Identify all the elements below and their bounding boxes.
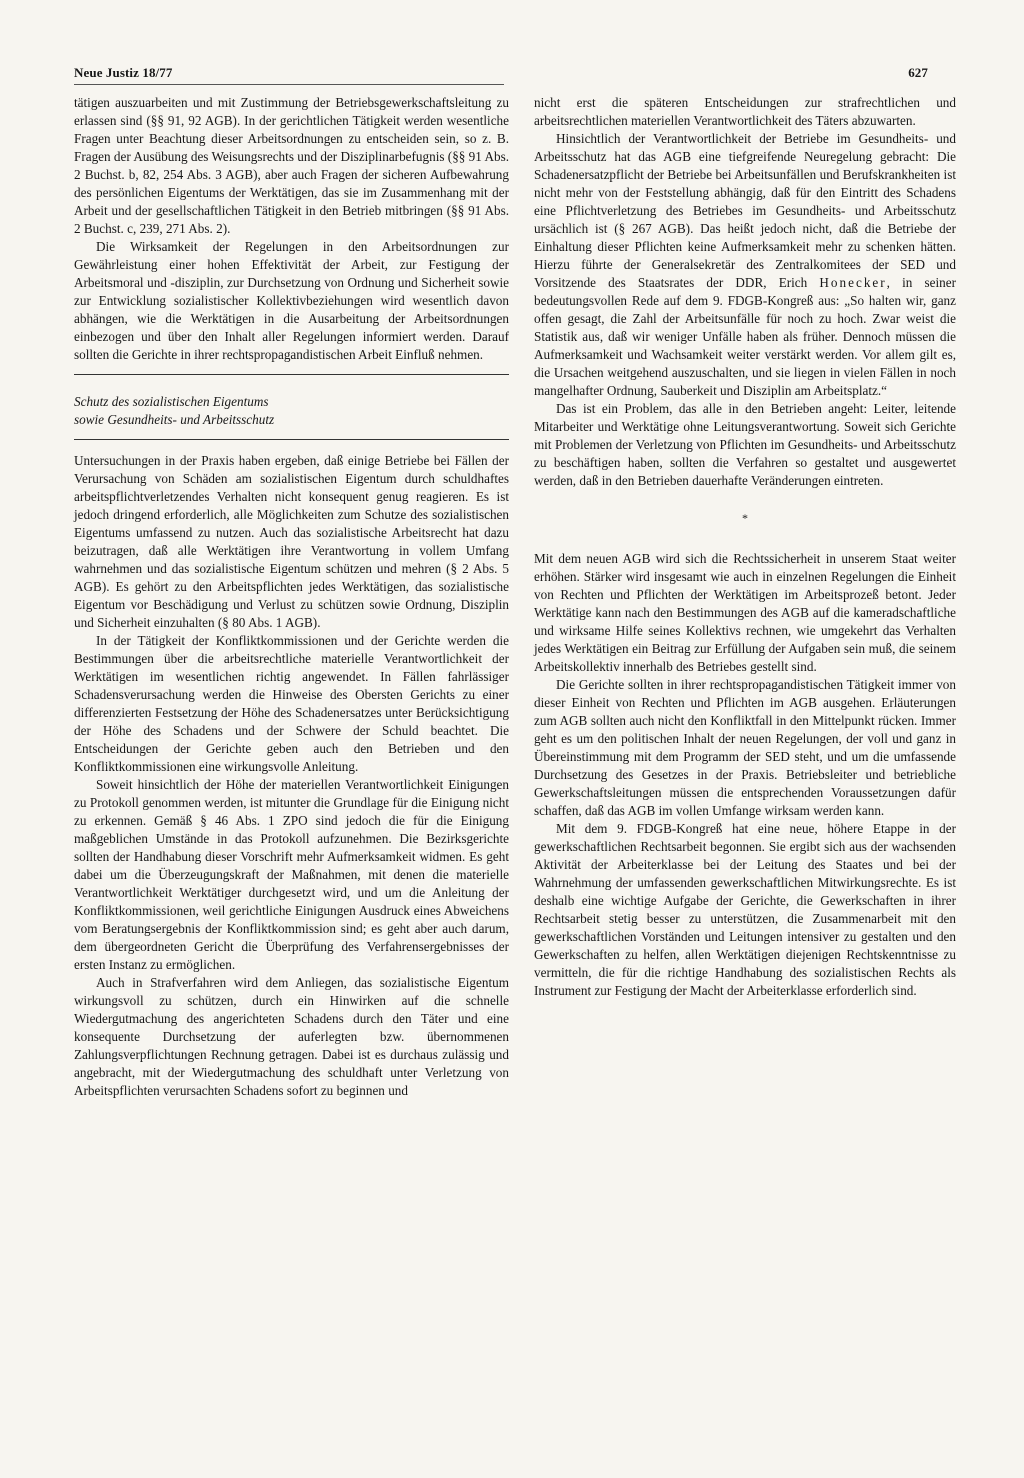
section-divider-top: [74, 374, 509, 383]
section-heading: [74, 393, 509, 429]
section-heading-line-1: Schutz des sozialistischen Eigentums: [74, 394, 269, 409]
section-divider-bottom: [74, 439, 509, 440]
section-heading-line-2: sowie Gesundheits- und Arbeitsschutz: [74, 412, 275, 427]
left-paragraph-2: Die Wirksamkeit der Regelungen in den Arbeitsordnungen zur Gewährleistung einer hohen Effektivität der Arbeit, zur Festigung der Arbeitsmoral und -disziplin, zur Durchsetzung von Ordnung und Sicherheit sowie zur Entwicklung sozialistischer Kollektivbeziehungen wird wesentlich davon abhängen, wie die Werktätigen in die Ausarbeitung der Arbeitsordnungen einbezogen und über den Inhalt aller Regelungen informiert werden. Darauf sollten die Gerichte in ihrer rechtspropagandistischen Arbeit Einfluß nehmen.: [74, 239, 509, 362]
page-number: 627: [908, 65, 928, 80]
left-paragraph-6: Auch in Strafverfahren wird dem Anliegen, das sozialistische Eigentum wirkungsvoll zu schützen, durch ein Hinwirken auf die schnelle Wiedergutmachung des angerichteten Schadens durch den Täter und eine konsequente Durchsetzung der auferlegten bzw. übernommenen Zahlungsverpflichtungen Rechnung getragen. Dabei ist es durchaus zulässig und angebracht, mit der Wiedergutmachung des schuldhaft unter Verletzung von Arbeitspflichten verursachten Schadens sofort zu beginnen und: [74, 975, 509, 1098]
right-paragraph-6: Mit dem 9. FDGB-Kongreß hat eine neue, höhere Etappe in der gewerkschaftlichen Rechtsarbeit begonnen. Sie ergibt sich aus der wachsenden Aktivität der Arbeiterklasse bei der Leitung des Staates und bei der Wahrnehmung der umfassenden gewerkschaftlichen Mitwirkungsrechte. Es ist deshalb eine wichtige Aufgabe der Gerichte, die Gewerkschaften in ihrer Rechtsarbeit stetig besser zu unterstützen, die Zusammenarbeit mit den gewerkschaftlichen Vorständen und Leitungen intensiver zu gestalten und den Gewerkschaften zu helfen, allen Werktätigen diejenigen Rechtskenntnisse zu vermitteln, die für die richtige Handhabung des sozialistischen Rechts als Instrument zur Festigung der Macht der Arbeiterklasse erforderlich sind.: [534, 821, 956, 998]
right-paragraph-2: [534, 130, 956, 400]
right-paragraph-1: nicht erst die späteren Entscheidungen zur strafrechtlichen und arbeitsrechtlichen materiellen Verantwortlichkeit des Täters abzuwarten.: [534, 95, 956, 128]
right-paragraph-3: Das ist ein Problem, das alle in den Betrieben angeht: Leiter, leitende Mitarbeiter und Werktätige ohne Leitungsverantwortung. Soweit sich Gerichte mit Problemen der Verletzung von Pflichten im Gesundheits- und Arbeitsschutz zu beschäftigen haben, sollten die Verfahren so gestaltet und ausgewertet werden, daß in den Betrieben dauerhafte Veränderungen eintreten.: [534, 401, 956, 488]
page-header: [74, 64, 928, 86]
left-column: [74, 94, 509, 1100]
right-column: [534, 94, 956, 1000]
right-paragraph-4: Mit dem neuen AGB wird sich die Rechtssicherheit in unserem Staat weiter erhöhen. Stärker wird insgesamt wie auch in einzelnen Regelungen die Einheit von Rechten und Pflichten der Werktätigen im Arbeitsprozeß betont. Jeder Werktätige kann nach den Bestimmungen des AGB auf die kameradschaftliche und wirksame Hilfe seines Kollektivs rechnen, wie umgekehrt das Verhalten jedes Werktätigen ein Beitrag zur Erfüllung der Aufgaben sein muß, die seinem Arbeitskollektiv innerhalb des Betriebes gestellt sind.: [534, 551, 956, 674]
right-paragraph-2-text-after-name: , in seiner bedeutungsvollen Rede auf dem 9. FDGB-Kongreß aus: „So halten wir, ganz offen gesagt, die Zahl der Arbeitsunfälle für noch zu hoch. Zwar weist die Statistik aus, daß wir weniger Unfälle haben als früher. Dennoch müssen die Aufmerksamkeit und Wachsamkeit weiter verstärkt werden. Vor allem gilt es, die Ursachen weitgehend auszuschalten, und sie liegen in vielen Fällen in noch mangelhafter Ordnung, Sauberkeit und Disziplin am Arbeitsplatz.“: [534, 275, 957, 398]
journal-title: Neue Justiz 18/77: [74, 65, 173, 80]
spaced-name: Honecker: [819, 275, 887, 290]
right-paragraph-2-text-before-name: Hinsichtlich der Verantwortlichkeit der Betriebe im Gesundheits- und Arbeitsschutz hat das AGB eine tiefgreifende Neuregelung gebracht: Die Schadenersatzpflicht der Betriebe bei Arbeitsunfällen und Berufskrankheiten ist nicht mehr von der Feststellung abhängig, daß für den Eintritt des Schadens eine Pflichtverletzung des Betriebes im Gesundheits- und Arbeitsschutz ursächlich ist (§ 267 AGB). Das heißt jedoch nicht, daß die Betriebe der Einhaltung dieser Pflichten keine Aufmerksamkeit mehr zu schenken hätten. Hierzu führte der Generalsekretär des Zentralkomitees der SED und Vorsitzende des Staatsrates der DDR, Erich: [534, 131, 956, 290]
section-separator-star: *: [742, 511, 748, 525]
left-paragraph-1: tätigen auszuarbeiten und mit Zustimmung der Betriebsgewerkschaftsleitung zu erlassen sind (§§ 91, 92 AGB). In der gerichtlichen Tätigkeit werden wesentliche Fragen unter Beachtung dieser Arbeitsordnungen zu entscheiden sein, so z. B. Fragen der Ausübung des Weisungsrechts und der Disziplinarbefugnis (§§ 91 Abs. 2 Buchst. b, 82, 254 Abs. 3 AGB), aber auch Fragen der sicheren Aufbewahrung des persönlichen Eigentums der Werktätigen, das sie im Zusammenhang mit der Arbeit und der gesellschaftlichen Tätigkeit in den Betrieb mitbringen (§§ 91 Abs. 2 Buchst. c, 239, 271 Abs. 2).: [74, 95, 509, 236]
header-rule: [74, 84, 504, 85]
left-paragraph-3: Untersuchungen in der Praxis haben ergeben, daß einige Betriebe bei Fällen der Verursachung von Schäden am sozialistischen Eigentum durch schuldhaftes arbeitspflichtverletzendes Verhalten nicht konsequent genug reagieren. Es ist jedoch dringend erforderlich, alle Möglichkeiten zum Schutze des sozialistischen Eigentums umfassend zu nutzen. Auch das sozialistische Arbeitsrecht hat dazu beizutragen, daß alle Werktätigen ihre Verantwortung in vollem Umfang wahrnehmen und das sozialistische Eigentum schützen und mehren (§ 2 Abs. 5 AGB). Es gehört zu den Arbeitspflichten jedes Werktätigen, das sozialistische Eigentum vor Beschädigung und Verlust zu schützen sowie Ordnung, Disziplin und Sicherheit einzuhalten (§ 80 Abs. 1 AGB).: [74, 453, 509, 630]
left-paragraph-4: In der Tätigkeit der Konfliktkommissionen und der Gerichte werden die Bestimmungen über die arbeitsrechtliche materielle Verantwortlichkeit der Werktätigen im wesentlichen richtig angewendet. In Fällen fahrlässiger Schadensverursachung werden die Hinweise des Obersten Gerichts zu einer differenzierten Festsetzung der Höhe des Schadenersatzes unter Berücksichtigung der Höhe des Schadens und der Schwere der Schuld beachtet. Die Entscheidungen der Gerichte geben auch den Betrieben und den Konfliktkommissionen eine wirkungsvolle Anleitung.: [74, 633, 509, 774]
left-paragraph-5: Soweit hinsichtlich der Höhe der materiellen Verantwortlichkeit Einigungen zu Protokoll genommen werden, ist mitunter die Grundlage für die Einigung nicht zu erkennen. Gemäß § 46 Abs. 1 ZPO sind jedoch die für die Einigung maßgeblichen Umstände in das Protokoll aufzunehmen. Die Bezirksgerichte sollten der Handhabung dieser Vorschrift mehr Aufmerksamkeit widmen. Es geht dabei um die Überzeugungskraft der Maßnahmen, mit denen die materielle Verantwortlichkeit Werktätiger durchgesetzt wird, und um die Anleitung der Konfliktkommissionen, weil gerichtliche Einigungen Ausdruck eines Abweichens vom Beratungsergebnis der Konfliktkommission sind; es geht aber auch darum, dem übergeordneten Gericht die Überprüfung des Verfahrensergebnisses der ersten Instanz zu ermöglichen.: [74, 777, 509, 972]
right-paragraph-5: Die Gerichte sollten in ihrer rechtspropagandistischen Tätigkeit immer von dieser Einheit von Rechten und Pflichten im AGB ausgehen. Erläuterungen zum AGB sollten auch nicht den Konfliktfall in den Mittelpunkt rücken. Immer geht es um den politischen Inhalt der neuen Regelungen, der voll und ganz in Übereinstimmung mit dem Programm der SED steht, und um die umfassende Durchsetzung des Gesetzes in der Praxis. Betriebsleiter und betriebliche Gewerkschaftsleitungen müssen die entsprechenden Voraussetzungen dafür schaffen, daß das AGB im vollen Umfange wirksam werden kann.: [534, 677, 956, 818]
